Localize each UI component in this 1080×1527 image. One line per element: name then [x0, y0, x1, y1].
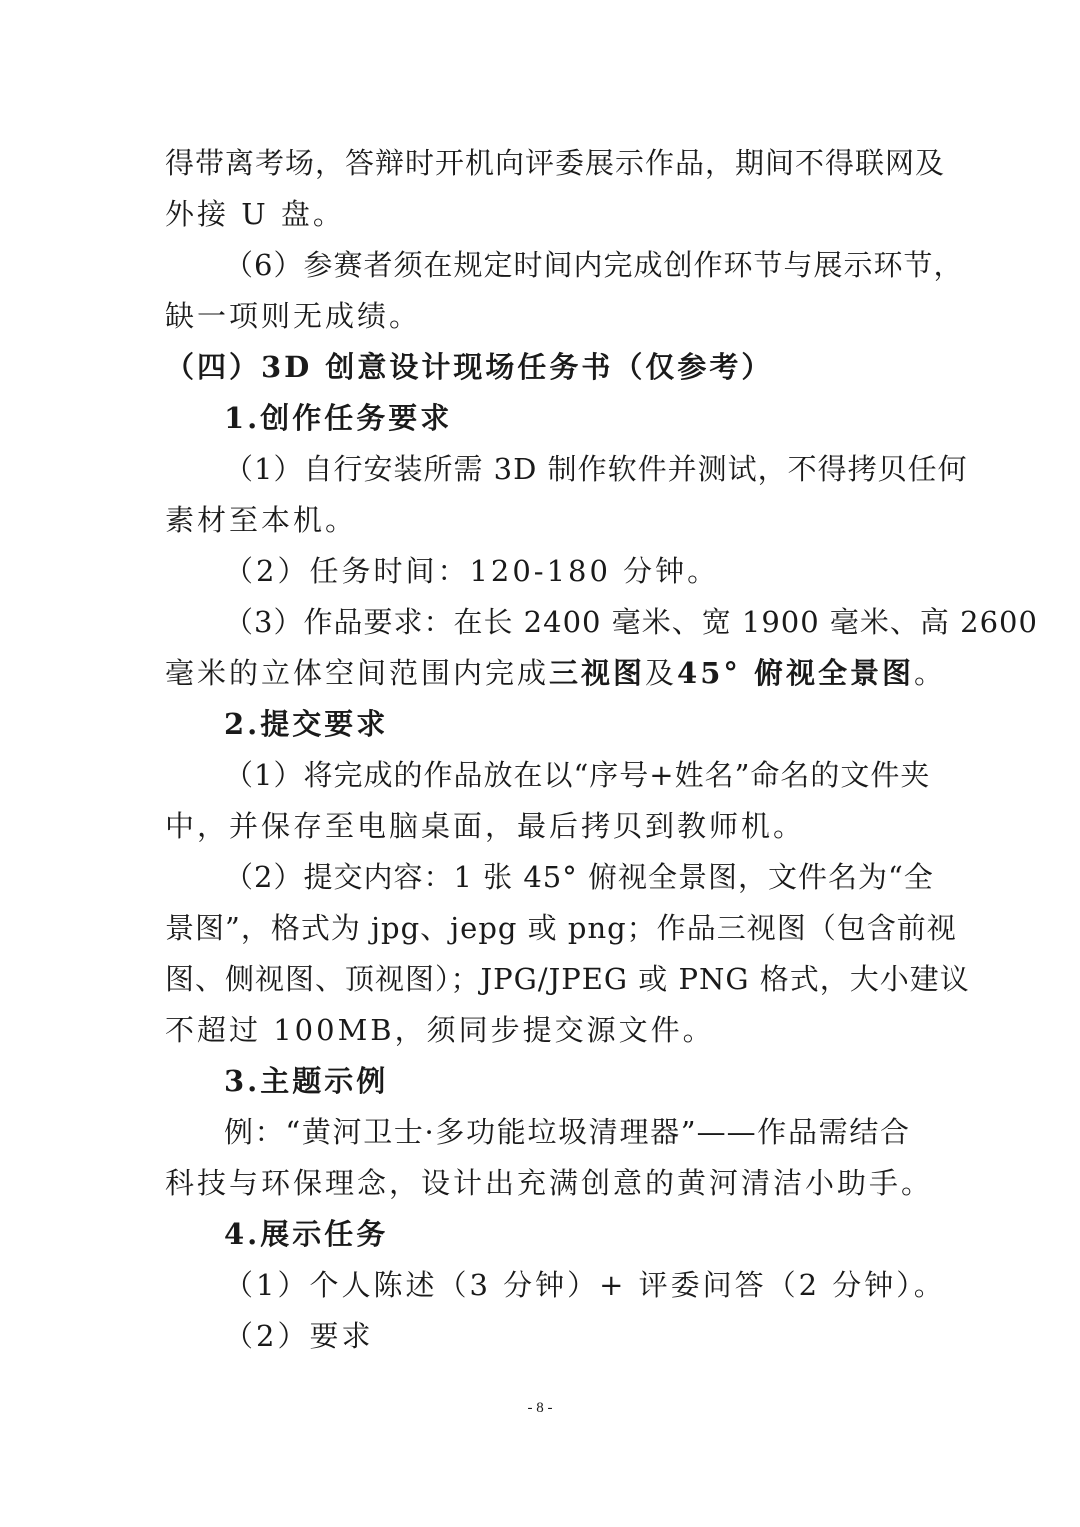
paragraph-line — [165, 500, 357, 540]
paragraph-line — [165, 653, 946, 693]
paragraph-line — [224, 755, 931, 795]
paragraph-line — [224, 602, 1038, 642]
subsection-heading — [224, 398, 452, 438]
paragraph-line — [165, 296, 421, 336]
text-run: 景图”，格式为 jpg、jepg 或 png；作品三视图（包含前视 — [165, 911, 957, 945]
subsection-heading — [224, 1061, 388, 1101]
heading-text: 3.主题示例 — [224, 1064, 389, 1098]
section-heading — [165, 347, 773, 387]
text-run: 科技与环保理念，设计出充满创意的黄河清洁小助手。 — [165, 1166, 934, 1200]
text-run: 素材至本机。 — [165, 503, 358, 537]
text-run: 不超过 100MB，须同步提交源文件。 — [165, 1013, 715, 1047]
paragraph-line — [224, 449, 968, 489]
paragraph-line — [224, 245, 964, 285]
bold-text-run: 三视图 — [549, 656, 646, 690]
paragraph-line — [224, 857, 934, 897]
text-run: （2）要求 — [224, 1319, 374, 1353]
text-run: 图、侧视图、顶视图）；JPG/JPEG 或 PNG 格式，大小建议 — [165, 962, 970, 996]
text-run: （1）将完成的作品放在以“序号+姓名”命名的文件夹 — [224, 758, 931, 792]
text-run: 缺一项则无成绩。 — [165, 299, 422, 333]
heading-text: （四）3D 创意设计现场任务书（仅参考） — [165, 350, 774, 384]
paragraph-line — [224, 1265, 946, 1305]
text-run: （1）自行安装所需 3D 制作软件并测试，不得拷贝任何 — [224, 452, 968, 486]
text-run: （1）个人陈述（3 分钟）+ 评委问答（2 分钟）。 — [224, 1268, 946, 1302]
subsection-heading — [224, 704, 388, 744]
text-run: （6）参赛者须在规定时间内完成创作环节与展示环节， — [224, 248, 964, 282]
heading-text: 2.提交要求 — [224, 707, 389, 741]
paragraph-line — [224, 551, 719, 591]
paragraph-line — [165, 143, 946, 183]
text-run: （2）任务时间：120-180 分钟。 — [224, 554, 720, 588]
text-run: 毫米的立体空间范围内完成 — [165, 656, 550, 690]
paragraph-line — [165, 908, 957, 948]
text-run: 外接 U 盘。 — [165, 197, 345, 231]
heading-text: 4.展示任务 — [224, 1217, 389, 1251]
paragraph-line — [165, 959, 970, 999]
heading-text: 1.创作任务要求 — [224, 401, 453, 435]
paragraph-line — [165, 1163, 933, 1203]
paragraph-line — [165, 1010, 715, 1050]
text-run: 及 — [645, 656, 678, 690]
bold-text-run: 45° 俯视全景图 — [677, 656, 914, 690]
paragraph-line — [224, 1316, 373, 1356]
paragraph-line — [224, 1112, 910, 1152]
paragraph-line — [165, 194, 345, 234]
page-number: - 8 - — [527, 1400, 553, 1416]
text-run: 得带离考场，答辩时开机向评委展示作品，期间不得联网及 — [165, 146, 946, 180]
text-run: （2）提交内容：1 张 45° 俯视全景图，文件名为“全 — [224, 860, 934, 894]
paragraph-line — [165, 806, 805, 846]
text-run: 例：“黄河卫士·多功能垃圾清理器”——作品需结合 — [224, 1115, 910, 1149]
text-run: 。 — [914, 656, 947, 690]
text-run: 中，并保存至电脑桌面，最后拷贝到教师机。 — [165, 809, 806, 843]
subsection-heading — [224, 1214, 388, 1254]
text-run: （3）作品要求：在长 2400 毫米、宽 1900 毫米、高 2600 — [224, 605, 1038, 639]
